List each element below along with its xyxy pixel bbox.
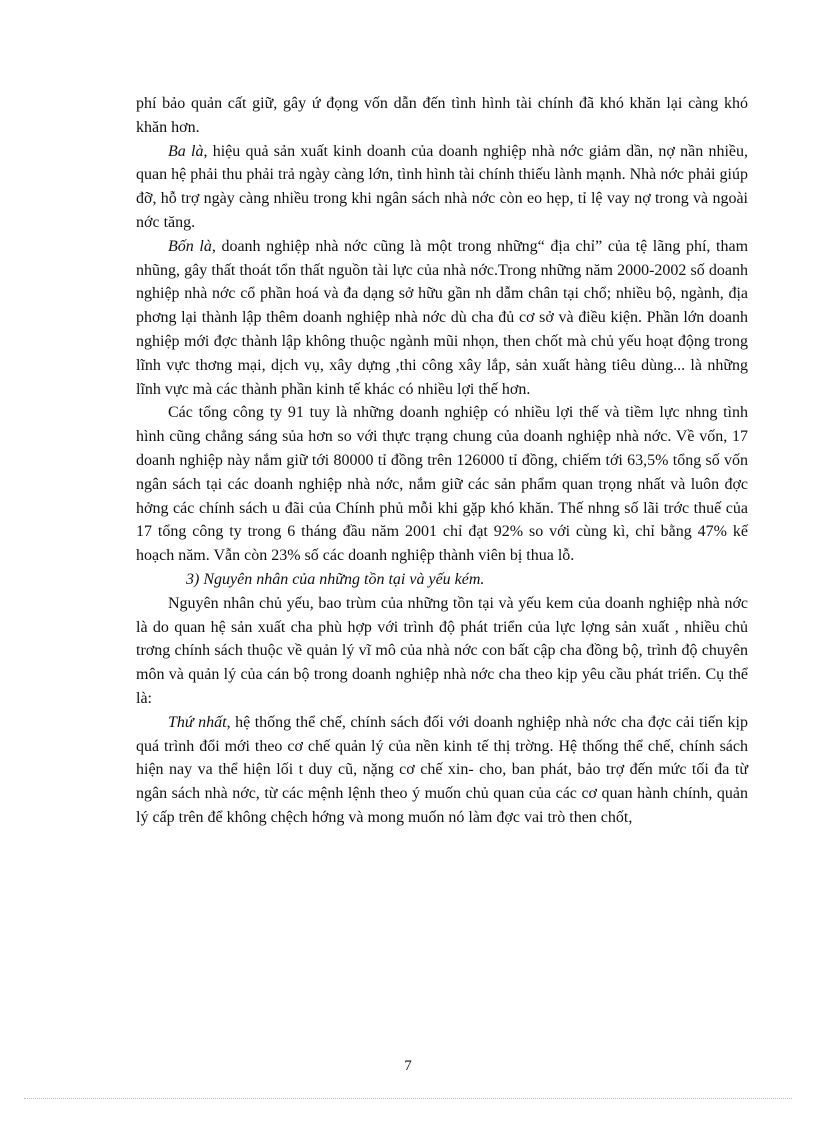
paragraph-text: , hiệu quả sản xuất kinh doanh của doanh nghiệp nhà nớc giảm dần, nợ nần nhiều, quan hệ phải thu phải trả ngày càng lớn, tình hình tài chính thiếu lành mạnh. Nhà nớc phải giúp đỡ, hỗ trợ ngày càng nhiều trong khi ngân sách nhà nớc còn eo hẹp, tỉ lệ vay nợ trong và ngoài nớc tăng. [136, 142, 748, 231]
paragraph-tong-cong-ty [136, 401, 748, 568]
section-heading: 3) Nguyên nhân của những tồn tại và yếu kém. [186, 570, 485, 588]
paragraph-ba-la [136, 140, 748, 235]
paragraph-continuation [136, 92, 748, 140]
body-text [136, 92, 748, 830]
paragraph-lead: Thứ nhất [168, 713, 227, 731]
page-number: 7 [404, 1058, 412, 1074]
paragraph-text: , hệ thống thể chế, chính sách đối với doanh nghiệp nhà nớc cha đợc cải tiến kịp quá trình đổi mới theo cơ chế quản lý của nền kinh tế thị trờng. Hệ thống thể chế, chính sách hiện nay va thể hiện lối t duy cũ, nặng cơ chế xin- cho, ban phát, bảo trợ đến mức tối đa từ ngân sách nhà nớc, từ các mệnh lệnh theo ý muốn chủ quan của các cơ quan hành chính, quản lý cấp trên để không chệch hớng và mong muốn nó làm đợc vai trò then chốt, [136, 713, 748, 826]
paragraph-text: , doanh nghiệp nhà nớc cũng là một trong những“ địa chỉ” của tệ lãng phí, tham nhũng, gây thất thoát tổn thất nguồn tài lực của nhà nớc.Trong những năm 2000-2002 số doanh nghiệp nhà nớc cổ phần hoá và đa dạng sở hữu gần nh dẫm chân tại chổ; nhiều bộ, ngành, địa phơng lại thành lập thêm doanh nghiệp nhà nớc dù cha đủ cơ sở và điều kiện. Phần lớn doanh nghiệp mới đợc thành lập không thuộc ngành mũi nhọn, then chốt mà chủ yếu hoạt động trong lĩnh vực thơng mại, dịch vụ, xây dựng ,thi công xây lắp, sản xuất hàng tiêu dùng... là những lĩnh vực mà các thành phần kinh tế khác có nhiều lợi thế hơn. [136, 237, 749, 398]
page-bottom-divider [24, 1098, 792, 1099]
paragraph-nguyen-nhan [136, 592, 748, 711]
paragraph-thu-nhat [136, 711, 748, 830]
paragraph-text: phí bảo quản cất giữ, gây ứ đọng vốn dẫn đến tình hình tài chính đã khó khăn lại càng khó khăn hơn. [136, 95, 748, 136]
paragraph-lead: Bốn là [168, 237, 212, 255]
paragraph-lead: Ba là [168, 142, 204, 160]
paragraph-bon-la [136, 235, 748, 402]
paragraph-text: Nguyên nhân chủ yếu, bao trùm của những tồn tại và yếu kem của doanh nghiệp nhà nớc là do quan hệ sản xuất cha phù hợp với trình độ phát triển của lực lợng sản xuất , nhiều chủ trơng chính sách thuộc về quản lý vĩ mô của nhà nớc con bất cập cha đồng bộ, trình độ chuyên môn và quản lý của cán bộ trong doanh nghiệp nhà nớc cha theo kịp yêu cầu phát triển. Cụ thể là: [136, 594, 748, 707]
paragraph-text: Các tổng công ty 91 tuy là những doanh nghiệp có nhiều lợi thế và tiềm lực nhng tình hình cũng chẳng sáng sủa hơn so với thực trạng chung của doanh nghiệp nhà nớc. Về vốn, 17 doanh nghiệp này nắm giữ tới 80000 tỉ đồng trên 126000 tỉ đồng, chiếm tới 63,5% tổng số vốn ngân sách tại các doanh nghiệp nhà nớc, nắm giữ các sản phẩm quan trọng nhất và luôn đợc hởng các chính sách u đãi của Chính phủ mỗi khi gặp khó khăn. Thế nhng số lãi trớc thuế của 17 tổng công ty trong 6 tháng đầu năm 2001 chỉ đạt 92% so với cùng kì, chỉ bằng 47% kế hoạch năm. Vẫn còn 23% số các doanh nghiệp thành viên bị thua lỗ. [136, 404, 748, 565]
